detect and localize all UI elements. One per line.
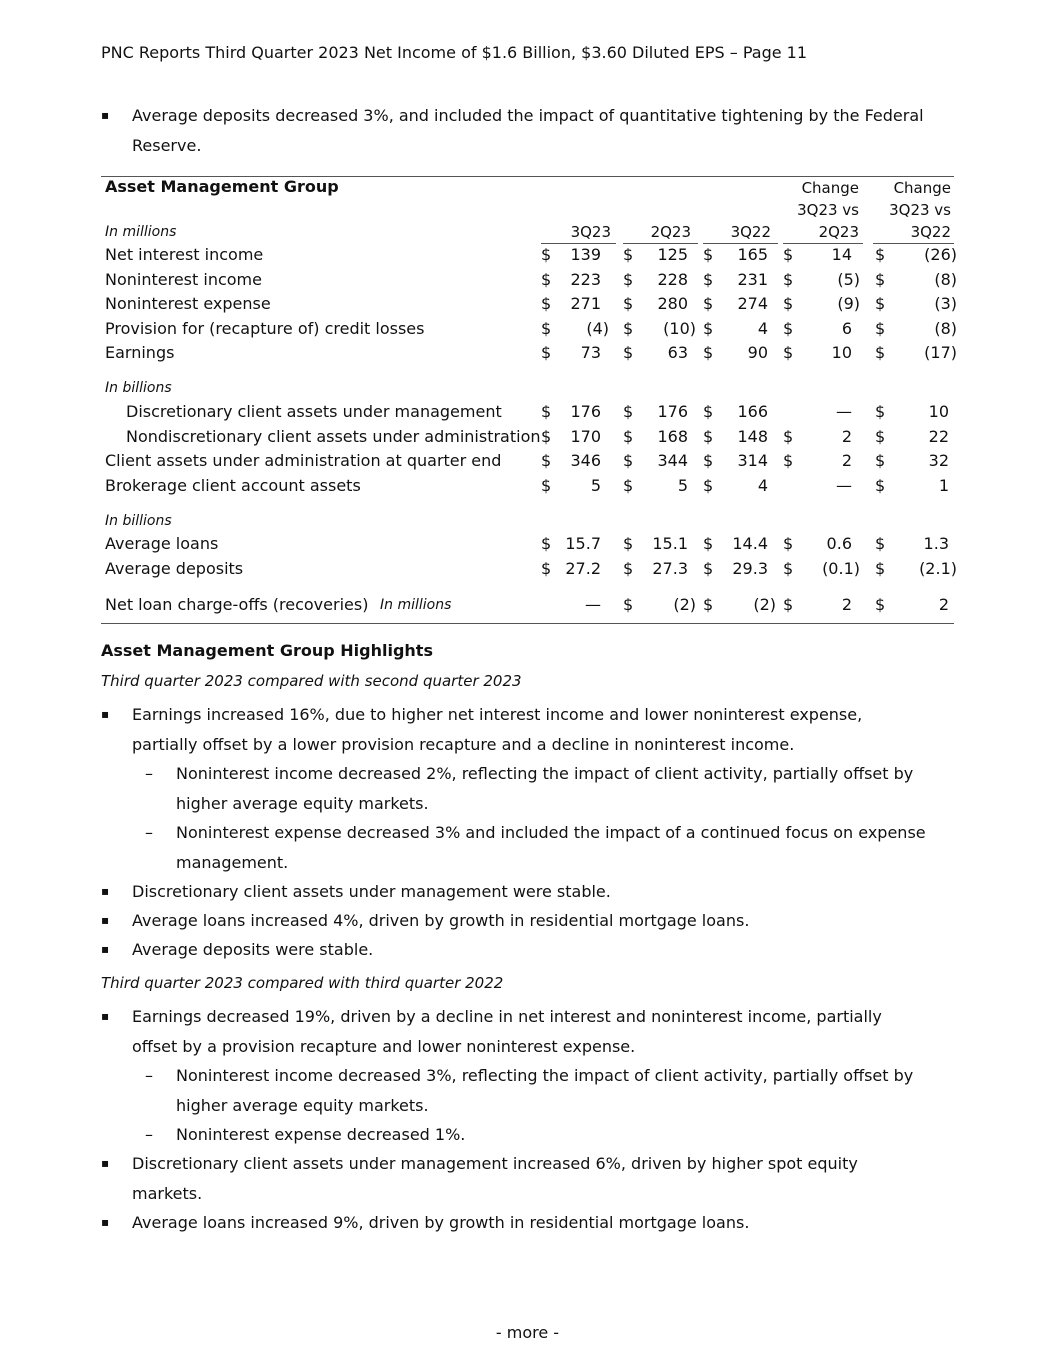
highlight-bullet <box>101 1149 961 1208</box>
table-cell: (2) <box>753 595 776 614</box>
table-cell: 32 <box>928 451 949 470</box>
currency-symbol: $ <box>623 294 634 313</box>
currency-symbol: $ <box>623 245 634 264</box>
currency-symbol: $ <box>541 402 552 421</box>
currency-symbol: $ <box>541 319 552 338</box>
table-cell: (3) <box>934 294 957 313</box>
table-cell: (2) <box>673 595 696 614</box>
currency-symbol: $ <box>703 319 714 338</box>
currency-symbol: $ <box>875 402 886 421</box>
currency-symbol: $ <box>875 595 886 614</box>
table-cell: 22 <box>928 427 949 446</box>
currency-symbol: $ <box>783 559 794 578</box>
asset-management-table <box>101 176 957 624</box>
table-cell: 2 <box>841 451 852 470</box>
currency-symbol: $ <box>703 559 714 578</box>
highlight-bullet <box>101 906 961 936</box>
table-cell: 231 <box>737 270 768 289</box>
table-cell: 346 <box>570 451 601 470</box>
page-header: PNC Reports Third Quarter 2023 Net Income of $1.6 Billion, $3.60 Diluted EPS – Page 11 <box>101 43 808 62</box>
currency-symbol: $ <box>703 427 714 446</box>
currency-symbol: $ <box>783 270 794 289</box>
table-cell: 1.3 <box>923 534 949 553</box>
currency-symbol: $ <box>783 427 794 446</box>
comparison-subheading: Third quarter 2023 compared with second quarter 2023 <box>101 672 522 690</box>
row-label: Nondiscretionary client assets under administration <box>126 427 541 446</box>
currency-symbol: $ <box>783 451 794 470</box>
row-label: Earnings <box>105 343 175 362</box>
bullet-text-line: Earnings decreased 19%, driven by a decline in net interest and noninterest income, partially <box>132 1007 882 1026</box>
currency-symbol: $ <box>875 476 886 495</box>
row-label: Brokerage client account assets <box>105 476 361 495</box>
bullet-text-line: partially offset by a lower provision recapture and a decline in noninterest income. <box>132 734 795 754</box>
currency-symbol: $ <box>783 534 794 553</box>
currency-symbol: $ <box>541 245 552 264</box>
highlight-bullet <box>101 700 961 759</box>
bullet-text-line: Average deposits decreased 3%, and included the impact of quantitative tightening by the Federal <box>132 106 924 125</box>
bullet-text-line: Earnings increased 16%, due to higher net interest income and lower noninterest expense, <box>132 705 863 724</box>
table-title: Asset Management Group <box>105 177 339 196</box>
dash-icon: – <box>145 1125 153 1144</box>
row-label: Provision for (recapture of) credit losses <box>105 319 425 338</box>
bullet-icon: ▪ <box>101 1009 110 1023</box>
row-label: Noninterest expense <box>105 294 271 313</box>
row-label: Noninterest income <box>105 270 262 289</box>
bullet-text-line: Noninterest expense decreased 1%. <box>176 1125 466 1144</box>
highlight-sub-bullet <box>145 1061 960 1120</box>
table-cell: 10 <box>831 343 852 362</box>
table-cell: 0.6 <box>826 534 852 553</box>
table-cell: — <box>585 595 601 614</box>
row-label: Net interest income <box>105 245 264 264</box>
currency-symbol: $ <box>875 319 886 338</box>
currency-symbol: $ <box>703 245 714 264</box>
table-cell: 2 <box>841 595 852 614</box>
table-cell: 15.1 <box>652 534 688 553</box>
bullet-text-line: management. <box>176 852 289 872</box>
currency-symbol: $ <box>703 534 714 553</box>
currency-symbol: $ <box>623 476 634 495</box>
table-cell: 63 <box>667 343 688 362</box>
table-cell: 5 <box>590 476 601 495</box>
page-footer: - more - <box>495 1323 560 1342</box>
table-cell: 223 <box>570 270 601 289</box>
currency-symbol: $ <box>541 270 552 289</box>
currency-symbol: $ <box>875 343 886 362</box>
currency-symbol: $ <box>783 294 794 313</box>
bullet-text-line: Discretionary client assets under management increased 6%, driven by higher spot equity <box>132 1154 858 1173</box>
bullet-text-line: markets. <box>132 1183 203 1203</box>
bullet-icon: ▪ <box>101 1215 110 1229</box>
table-cell: 271 <box>570 294 601 313</box>
table-cell: (17) <box>924 343 957 362</box>
table-cell: 165 <box>737 245 768 264</box>
bullet-icon: ▪ <box>101 884 110 898</box>
bullet-text-line: Reserve. <box>132 135 202 155</box>
table-cell: — <box>836 476 852 495</box>
table-cell: 280 <box>657 294 688 313</box>
bullet-icon: ▪ <box>101 913 110 927</box>
table-cell: 148 <box>737 427 768 446</box>
currency-symbol: $ <box>875 451 886 470</box>
currency-symbol: $ <box>875 559 886 578</box>
table-cell: — <box>836 402 852 421</box>
table-cell: 139 <box>570 245 601 264</box>
row-label: Average deposits <box>105 559 244 578</box>
bullet-text-line: Noninterest income decreased 2%, reflecting the impact of client activity, partially offset by <box>176 764 914 783</box>
currency-symbol: $ <box>703 270 714 289</box>
currency-symbol: $ <box>541 451 552 470</box>
currency-symbol: $ <box>703 402 714 421</box>
bullet-text-line: higher average equity markets. <box>176 793 429 813</box>
currency-symbol: $ <box>623 343 634 362</box>
table-cell: (26) <box>924 245 957 264</box>
comparison-subheading: Third quarter 2023 compared with third quarter 2022 <box>101 974 504 992</box>
row-label: Discretionary client assets under management <box>126 402 502 421</box>
bullet-icon: ▪ <box>101 707 110 721</box>
dash-icon: – <box>145 764 153 783</box>
table-cell: 5 <box>677 476 688 495</box>
bullet-icon: ▪ <box>101 108 110 122</box>
column-header-3q23: 3Q23 <box>570 223 611 241</box>
bullet-text-line: Average loans increased 4%, driven by growth in residential mortgage loans. <box>132 911 750 930</box>
currency-symbol: $ <box>541 534 552 553</box>
table-cell: (0.1) <box>822 559 860 578</box>
highlight-sub-bullet <box>145 818 960 877</box>
highlight-bullet <box>101 935 961 965</box>
bullet-text-line: Average deposits were stable. <box>132 940 374 959</box>
table-cell: (8) <box>934 319 957 338</box>
currency-symbol: $ <box>623 451 634 470</box>
table-cell: 228 <box>657 270 688 289</box>
column-header-2q23: 2Q23 <box>650 223 691 241</box>
column-header-change-3q22: Change 3Q23 vs 3Q22 <box>889 179 951 241</box>
table-cell: (9) <box>837 294 860 313</box>
currency-symbol: $ <box>541 476 552 495</box>
table-cell: 90 <box>747 343 768 362</box>
column-header-3q22: 3Q22 <box>730 223 771 241</box>
currency-symbol: $ <box>875 427 886 446</box>
table-cell: 125 <box>657 245 688 264</box>
table-cell: 10 <box>928 402 949 421</box>
currency-symbol: $ <box>783 595 794 614</box>
currency-symbol: $ <box>623 270 634 289</box>
table-cell: (4) <box>586 319 609 338</box>
table-cell: 176 <box>570 402 601 421</box>
highlight-bullet <box>101 1208 961 1238</box>
currency-symbol: $ <box>623 534 634 553</box>
dash-icon: – <box>145 1066 153 1085</box>
currency-symbol: $ <box>703 476 714 495</box>
bullet-text-line: higher average equity markets. <box>176 1095 429 1115</box>
table-cell: 4 <box>757 319 768 338</box>
currency-symbol: $ <box>623 427 634 446</box>
table-cell: 1 <box>938 476 949 495</box>
highlight-sub-bullet <box>145 1120 960 1150</box>
table-cell: 170 <box>570 427 601 446</box>
currency-symbol: $ <box>875 294 886 313</box>
table-cell: 2 <box>938 595 949 614</box>
currency-symbol: $ <box>623 319 634 338</box>
units-label: In millions <box>380 597 452 613</box>
dash-icon: – <box>145 823 153 842</box>
currency-symbol: $ <box>875 245 886 264</box>
table-cell: 14.4 <box>732 534 768 553</box>
table-cell: 314 <box>737 451 768 470</box>
currency-symbol: $ <box>703 294 714 313</box>
table-cell: (10) <box>663 319 696 338</box>
currency-symbol: $ <box>541 343 552 362</box>
table-cell: 274 <box>737 294 768 313</box>
table-cell: 4 <box>757 476 768 495</box>
currency-symbol: $ <box>783 343 794 362</box>
table-cell: (2.1) <box>919 559 957 578</box>
row-label: Net loan charge-offs (recoveries) <box>105 595 369 614</box>
table-cell: 168 <box>657 427 688 446</box>
column-header-change-2q23: Change 3Q23 vs 2Q23 <box>797 179 859 241</box>
currency-symbol: $ <box>623 559 634 578</box>
table-cell: 27.2 <box>565 559 601 578</box>
currency-symbol: $ <box>875 270 886 289</box>
currency-symbol: $ <box>541 294 552 313</box>
currency-symbol: $ <box>783 319 794 338</box>
table-cell: 344 <box>657 451 688 470</box>
table-cell: (8) <box>934 270 957 289</box>
units-label: In millions <box>105 224 177 240</box>
bullet-text-line: Average loans increased 9%, driven by growth in residential mortgage loans. <box>132 1213 750 1232</box>
highlights-title: Asset Management Group Highlights <box>101 641 433 660</box>
table-cell: 15.7 <box>565 534 601 553</box>
currency-symbol: $ <box>875 534 886 553</box>
currency-symbol: $ <box>703 595 714 614</box>
bullet-icon: ▪ <box>101 1156 110 1170</box>
table-cell: 176 <box>657 402 688 421</box>
bullet-text-line: offset by a provision recapture and lower noninterest expense. <box>132 1036 636 1056</box>
bullet-icon: ▪ <box>101 942 110 956</box>
currency-symbol: $ <box>703 343 714 362</box>
units-label: In billions <box>105 513 172 529</box>
table-cell: 73 <box>580 343 601 362</box>
currency-symbol: $ <box>623 402 634 421</box>
table-cell: 6 <box>841 319 852 338</box>
row-label: Client assets under administration at quarter end <box>105 451 502 470</box>
row-label: Average loans <box>105 534 219 553</box>
table-cell: 2 <box>841 427 852 446</box>
bullet-text-line: Discretionary client assets under management were stable. <box>132 882 611 901</box>
highlight-bullet <box>101 1002 961 1061</box>
table-cell: 166 <box>737 402 768 421</box>
table-cell: 27.3 <box>652 559 688 578</box>
currency-symbol: $ <box>703 451 714 470</box>
currency-symbol: $ <box>541 559 552 578</box>
table-cell: 29.3 <box>732 559 768 578</box>
bullet-text-line: Noninterest income decreased 3%, reflecting the impact of client activity, partially offset by <box>176 1066 914 1085</box>
bullet-text-line: Noninterest expense decreased 3% and included the impact of a continued focus on expense <box>176 823 926 842</box>
highlight-bullet <box>101 877 961 907</box>
currency-symbol: $ <box>783 245 794 264</box>
highlight-sub-bullet <box>145 759 960 818</box>
table-cell: (5) <box>837 270 860 289</box>
currency-symbol: $ <box>541 427 552 446</box>
table-cell: 14 <box>831 245 852 264</box>
currency-symbol: $ <box>623 595 634 614</box>
intro-bullet <box>101 101 961 160</box>
units-label: In billions <box>105 380 172 396</box>
